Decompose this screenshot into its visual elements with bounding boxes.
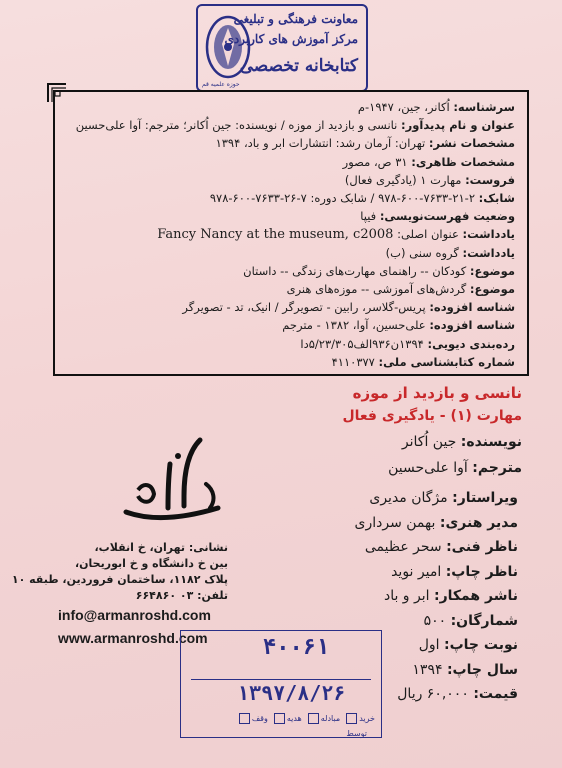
catalog-entry — [287, 282, 515, 296]
credit-label: ناظر چاپ: — [445, 563, 518, 580]
catalog-label: موضوع: — [469, 282, 515, 296]
catalog-entry — [243, 264, 515, 278]
catalog-entry — [282, 318, 515, 332]
catalog-entry — [210, 191, 515, 205]
catalog-value: گردش‌های آموزشی -- موزه‌های هنری — [286, 282, 470, 296]
stamp-line-3: کتابخانه تخصصی — [239, 56, 358, 76]
credit-label: مدیر هنری: — [439, 514, 518, 531]
catalog-value: ۴۱۱۰۳۷۷ — [331, 354, 379, 369]
credit-label: ناظر فنی: — [446, 539, 518, 555]
credit-label: ناشر همکار: — [433, 588, 518, 604]
book-title: نانسی و بازدید از موزه — [352, 384, 522, 402]
stamp-line-2: مرکز آموزش های کاربردی — [224, 32, 358, 46]
address-line: نشانی: تهران، خ انقلاب، — [94, 541, 228, 554]
catalog-value: مهارت ۱ (یادگیری فعال) — [344, 172, 466, 187]
catalog-value: کودکان -- راهنمای مهارت‌های زندگی -- داستان — [243, 263, 470, 278]
catalog-value: گروه سنی (ب) — [385, 245, 463, 260]
original-title: Fancy Nancy at the museum, c2008 — [157, 227, 394, 243]
credit-entry — [391, 564, 518, 580]
translator-name: آوا علی‌حسین — [388, 460, 473, 476]
catalog-label: شناسه افزوده: — [429, 300, 515, 315]
accession-number: ۴۰۰۶۱ — [263, 635, 330, 660]
credit-value: ۱۳۹۴ — [412, 661, 447, 678]
phone-line: تلفن: ۰۳ ۶۶۴۸۶۰ — [135, 589, 228, 602]
translator-line — [388, 460, 522, 476]
credit-value: مژگان مدیری — [369, 490, 453, 506]
credit-label: ویراستار: — [452, 490, 518, 506]
catalog-value: نانسی و بازدید از موزه / نویسنده: جین اُکانر؛ مترجم: آوا علی‌حسین — [75, 118, 402, 133]
credit-entry — [369, 490, 518, 506]
catalog-value: تهران: آرمان رشد: انتشارات ابر و باد، ۱۳۹۴ — [215, 136, 429, 151]
credit-entry — [397, 686, 518, 702]
catalog-label: فروست: — [465, 172, 515, 187]
credit-label: شمارگان: — [450, 612, 518, 629]
catalog-label: سرشناسه: — [453, 100, 515, 114]
catalog-value: ۳۱ ص، مصور — [342, 154, 412, 169]
catalog-value: اُکانر، جین، ۱۹۴۷-م — [357, 100, 454, 114]
catalog-entry — [345, 173, 515, 187]
catalog-value: پریس-گلاسر، رابین - تصویرگر / انیک، تد - تصویرگر — [182, 300, 430, 315]
credit-value: ۶۰,۰۰۰ ریال — [397, 686, 474, 702]
catalog-value: عنوان اصلی: — [393, 227, 463, 242]
credit-value: امیر نوید — [391, 563, 446, 580]
checkbox-icon — [346, 713, 357, 724]
author-line — [402, 434, 522, 450]
catalog-label: شماره کتابشناسی ملی: — [378, 354, 515, 369]
option-exchange: مبادله — [308, 713, 340, 724]
catalog-label: شناسه افزوده: — [429, 318, 515, 333]
stamp-divider — [191, 679, 371, 680]
catalog-value: فیپا — [360, 209, 380, 224]
catalog-entry — [300, 337, 515, 351]
accession-date: ۱۳۹۷/۸/۲۶ — [237, 681, 346, 705]
credit-value: ۵۰۰ — [423, 612, 451, 629]
author-label: نویسنده: — [460, 434, 522, 450]
credit-label: سال چاپ: — [446, 661, 518, 678]
credit-value: بهمن سرداری — [354, 514, 440, 531]
credit-value: اول — [418, 637, 444, 653]
catalog-entry — [182, 300, 515, 314]
catalog-label: یادداشت: — [462, 245, 515, 260]
catalog-entry — [76, 118, 515, 132]
acquisition-stamp — [180, 630, 382, 738]
stamp-small-text: حوزه علمیه قم — [202, 81, 240, 88]
series-title: مهارت (۱) - یادگیری فعال — [342, 408, 522, 424]
cataloging-box — [53, 90, 529, 376]
acquisition-options — [187, 713, 375, 724]
credit-entry — [424, 613, 518, 629]
catalog-label: عنوان و نام پدیدآور: — [401, 118, 515, 133]
credit-label: قیمت: — [473, 686, 518, 702]
credit-entry — [412, 662, 518, 678]
checkbox-icon — [274, 713, 285, 724]
catalog-value: ۱۳۹۴ن۹۳۶الف۵/۲۳/۳۰۵دا — [300, 336, 428, 351]
option-purchase: خرید — [346, 713, 375, 724]
credit-value: ابر و باد — [383, 588, 434, 604]
catalog-value: ۲-۲۱-۷۶۳۳-۶۰۰-۹۷۸ / شابک دوره: ۷-۲۶-۷۶۳۳-۶۰۰-۹۷۸ — [209, 191, 479, 205]
catalog-entry — [157, 227, 515, 242]
catalog-label: رده‌بندی دیویی: — [427, 336, 515, 351]
checkbox-icon — [239, 713, 250, 724]
credit-entry — [384, 588, 518, 604]
credit-label: نوبت چاپ: — [444, 637, 518, 653]
catalog-entry — [386, 246, 515, 260]
catalog-label: شابک: — [478, 191, 515, 205]
option-gift: هدیه — [274, 713, 302, 724]
catalog-entry — [358, 100, 515, 114]
checkbox-icon — [308, 713, 319, 724]
credit-entry — [365, 539, 518, 555]
author-name: جین اُکانر — [401, 434, 461, 450]
catalog-label: موضوع: — [469, 263, 515, 278]
website-link[interactable]: www.armanroshd.com — [58, 630, 208, 646]
stamp-via: توسط — [346, 729, 367, 738]
translator-label: مترجم: — [472, 460, 522, 476]
address-line: پلاک ۱۱۸۲، ساختمان فروردین، طبقه ۱۰ — [11, 573, 228, 586]
stamp-line-1: معاونت فرهنگی و تبلیغی — [233, 12, 358, 26]
address-line: بین خ دانشگاه و خ ابوریحان، — [74, 557, 228, 570]
catalog-entry — [332, 355, 515, 369]
credit-entry — [419, 637, 518, 653]
catalog-entry — [343, 155, 515, 169]
option-endowment: وقف — [239, 713, 268, 724]
credit-entry — [355, 515, 518, 531]
publisher-logo-icon — [118, 434, 226, 534]
catalog-label: وضعیت فهرست‌نویسی: — [379, 209, 515, 224]
library-stamp — [196, 4, 368, 92]
catalog-label: یادداشت: — [462, 227, 515, 242]
catalog-label: مشخصات نشر: — [428, 136, 515, 151]
catalog-value: علی‌حسین، آوا، ۱۳۸۲ - مترجم — [282, 318, 430, 333]
email-link[interactable]: info@armanroshd.com — [58, 607, 211, 623]
catalog-entry — [360, 209, 515, 223]
catalog-entry — [216, 136, 515, 150]
credit-value: سحر عظیمی — [364, 539, 447, 555]
catalog-label: مشخصات ظاهری: — [411, 154, 515, 169]
